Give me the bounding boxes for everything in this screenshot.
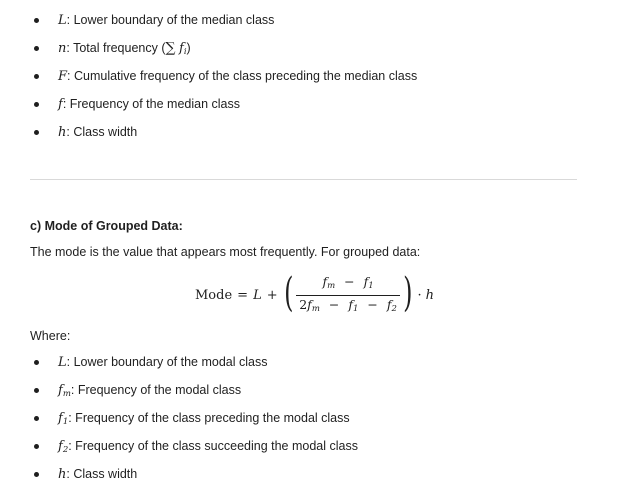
variable-description: : Lower boundary of the modal class xyxy=(66,355,268,369)
fraction-bar xyxy=(296,295,400,296)
formula-L: L xyxy=(253,287,262,303)
variable-subscript: 1 xyxy=(62,417,69,427)
section-divider xyxy=(30,179,577,180)
variable-symbol: f xyxy=(179,41,184,56)
list-item xyxy=(30,68,600,96)
variable-symbol: f xyxy=(58,97,63,112)
variable-description: : Class width xyxy=(66,125,138,139)
variable-description: : Frequency of the median class xyxy=(62,97,240,111)
formula-left-paren: ( xyxy=(283,270,294,316)
list-item xyxy=(30,354,600,382)
variable-description: : Class width xyxy=(66,467,138,481)
list-item xyxy=(30,40,600,68)
fraction-denominator: 2fm − f1 − f2 xyxy=(299,296,397,314)
variable-symbol: f xyxy=(58,439,63,454)
formula-cdot: · xyxy=(417,287,422,303)
variable-description: : Cumulative frequency of the class preceding the median class xyxy=(67,69,418,83)
formula-right-paren: ) xyxy=(403,270,413,316)
formula-plus: + xyxy=(266,287,278,303)
list-item xyxy=(30,438,600,466)
median-variables-list xyxy=(30,12,600,152)
list-item xyxy=(30,466,600,494)
variable-symbol: h xyxy=(58,125,67,140)
variable-symbol: L xyxy=(58,13,67,28)
formula-h: h xyxy=(425,287,435,303)
variable-symbol: h xyxy=(58,467,67,482)
variable-description: : Frequency of the class succeeding the modal class xyxy=(68,439,358,453)
variable-symbol: F xyxy=(58,69,68,84)
list-item xyxy=(30,410,600,438)
list-item xyxy=(30,124,600,152)
variable-description: : Total frequency ( xyxy=(66,41,166,55)
list-item xyxy=(30,12,600,40)
formula-equals: = xyxy=(237,287,249,303)
sum-symbol: ∑ xyxy=(165,40,176,56)
section-intro-text: The mode is the value that appears most frequently. For grouped data: xyxy=(30,245,421,259)
where-label: Where: xyxy=(30,329,71,343)
variable-description: : Frequency of the modal class xyxy=(70,383,242,397)
mode-formula xyxy=(195,270,434,320)
variable-description-end: ) xyxy=(186,41,191,55)
formula-fraction xyxy=(296,274,400,317)
list-item xyxy=(30,382,600,410)
variable-description: : Lower boundary of the median class xyxy=(66,13,275,27)
variable-symbol: f xyxy=(58,411,63,426)
variable-symbol: f xyxy=(58,383,63,398)
list-item xyxy=(30,96,600,124)
fraction-numerator: fm − f1 xyxy=(322,273,374,291)
mode-variables-list xyxy=(30,354,600,494)
variable-subscript: i xyxy=(183,47,187,57)
variable-subscript: m xyxy=(62,389,71,399)
variable-symbol: n xyxy=(58,41,67,56)
variable-description: : Frequency of the class preceding the modal class xyxy=(68,411,350,425)
formula-mode-label: Mode xyxy=(195,287,233,303)
variable-subscript: 2 xyxy=(62,445,69,455)
variable-symbol: L xyxy=(58,355,67,370)
section-heading: c) Mode of Grouped Data: xyxy=(30,219,183,233)
